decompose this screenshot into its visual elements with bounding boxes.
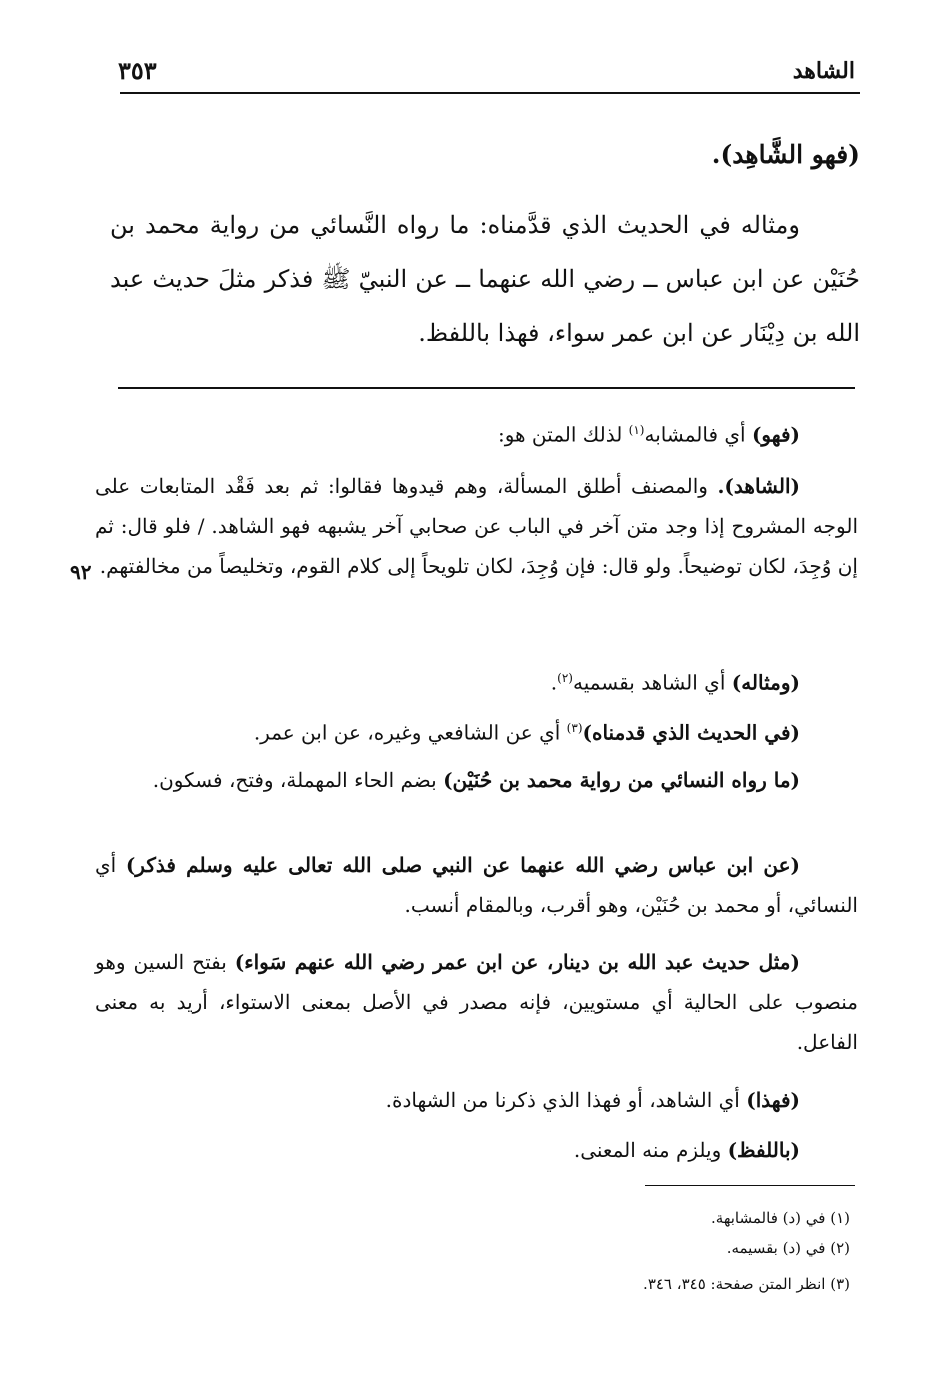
commentary-paragraph-3 [95,658,800,703]
main-paragraph: ومثاله في الحديث الذي قدَّمناه: ما رواه النَّسائي من رواية محمد بن حُنَيْن عن ابن عباس ــ رضي الله عنهما ــ عن النبيّ ﷺ فذكر مثلَ حديث عبد الله بن دِيْنَار عن ابن عمر سواء، فهذا باللفظ. [110,211,860,347]
footnote-3: (٣) انظر المتن صفحة: ٣٤٥، ٣٤٦. [643,1275,850,1293]
commentary-text: أي الشاهد بقسميه [572,670,732,695]
margin-page-number: ٩٢ [70,560,92,584]
commentary-lemma: (فهو) [751,422,800,447]
commentary-text: ويلزم منه المعنى. [573,1138,728,1162]
commentary-text: والمصنف أطلق المسألة، وهم قيدوها فقالوا: ثم بعد فَقْد المتابعات على الوجه المشروح إذا وجد متن آخر في الباب عن صحابي آخر يشبهه فهو الشاهد. / فلو قال: ثم إن وُجِدَ، لكان توضيحاً. ولو قال: فإن وُجِدَ، لكان تلويحاً إلى كلام القوم، وتخليصاً من مخالفتهم. [95,474,858,578]
footnote-1: (١) في (د) فالمشابهة. [711,1209,850,1227]
commentary-lemma: (فهذا) [746,1088,800,1112]
footnote-ref: (١) [628,423,645,437]
commentary-text: أي الشاهد، أو فهذا الذي ذكرنا من الشهادة. [385,1088,747,1112]
main-heading: (فهو الشَّاهِد). [711,140,860,169]
commentary-text: أي النسائي، أو محمد بن حُنَيْن، وهو أقرب، وبالمقام أنسب. [95,853,858,917]
commentary-text: بفتح السين وهو منصوب على الحالية أي مستويين، فإنه مصدر في الأصل بمعنى الاستواء، أريد به معنى الفاعل. [95,950,858,1054]
commentary-lemma: (مثل حديث عبد الله بن دينار، عن ابن عمر رضي الله عنهم سَواء) [234,950,800,974]
commentary-paragraph-2 [95,466,858,586]
commentary-paragraph-5 [95,760,858,800]
commentary-paragraph-7 [95,942,858,1062]
commentary-lemma: (ما رواه النسائي من رواية محمد بن حُنَيْن) [443,768,800,792]
commentary-paragraph-4 [95,708,800,753]
commentary-text: لذلك المتن هو: [497,422,629,447]
commentary-paragraph-8 [95,1080,800,1120]
header-rule [120,92,860,94]
commentary-text: أي عن الشافعي وغيره، عن ابن عمر. [253,720,567,745]
text-commentary-separator [118,387,855,389]
commentary-paragraph-1 [95,410,800,455]
commentary-lemma: (ومثاله) [731,670,800,695]
running-header-title: الشاهد [792,58,855,84]
commentary-lemma: (عن ابن عباس رضي الله عنهما عن النبي صلى الله تعالى عليه وسلم فذكر) [125,853,800,877]
footnote-rule [645,1185,855,1186]
commentary-lemma: (باللفظ) [727,1138,800,1162]
commentary-text: بضم الحاء المهملة، وفتح، فسكون. [152,768,444,792]
commentary-paragraph-9 [95,1130,800,1170]
footnote-2: (٢) في (د) بقسيمه. [726,1239,850,1257]
footnote-ref: (٣) [566,721,583,735]
commentary-lemma: (في الحديث الذي قدمناه) [582,720,800,745]
footnote-ref: (٢) [557,671,573,685]
commentary-lemma: (الشاهد). [717,474,800,498]
commentary-text: أي فالمشابه [644,422,752,447]
commentary-paragraph-6 [95,845,858,925]
page-number: ٣٥٣ [118,56,157,85]
commentary-text: . [550,670,558,695]
